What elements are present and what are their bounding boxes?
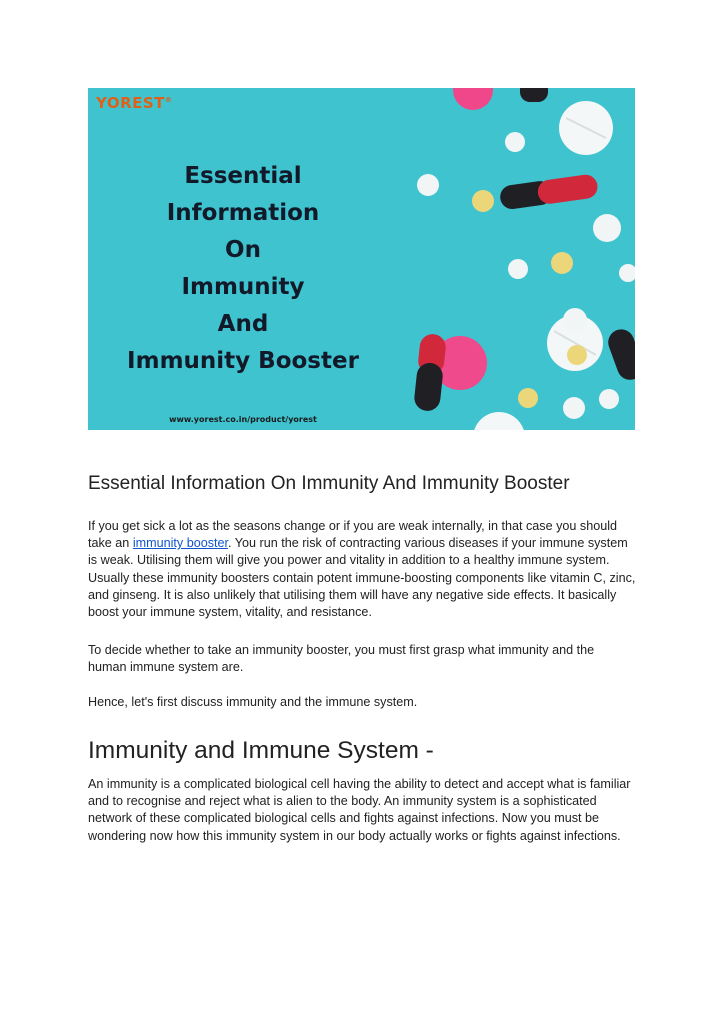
paragraph-discuss: Hence, let's first discuss immunity and the immune system. <box>88 695 418 709</box>
banner-title <box>108 158 378 380</box>
brand-registered-mark: ® <box>164 96 173 104</box>
banner-title-line: Essential <box>184 163 302 189</box>
hero-banner-image <box>88 88 635 430</box>
brand-logo <box>96 94 172 112</box>
banner-title-line: Information <box>166 200 320 226</box>
article-title: Essential Information On Immunity And Immunity Booster <box>88 473 570 494</box>
banner-url: www.yorest.co.in/product/yorest <box>169 415 317 424</box>
banner-title-line: Immunity Booster <box>127 348 359 374</box>
brand-logo-text: YOREST <box>96 94 165 112</box>
intro-text-end: . You run the risk of contracting various diseases if your immune system is weak. Utilising them will give you power and vitality in addition to a healthy immune system. Usually these immunity boosters contain potent immune-boosting components like vitamin C, zinc, and ginseng. It is also unlikely that utilising them will have any negative side effects. It basically boost your immune system, vitality, and resistance. <box>88 536 636 620</box>
section-heading: Immunity and Immune System - <box>88 737 434 764</box>
banner-title-line: And <box>217 311 269 337</box>
banner-title-line: Immunity <box>181 274 305 300</box>
intro-paragraph <box>88 518 636 621</box>
intro-text-start: If you get sick a lot as the seasons change or if you are weak internally, in that case you should take an <box>88 519 618 551</box>
paragraph-immunity: An immunity is a complicated biological cell having the ability to detect and accept what is familiar and to recognise and reject what is alien to the body. An immunity system is a sophisticated network of these complicated biological cells and fights against infections. Now you must be wondering now how this immunity system in our body actually works or fights against infections. <box>88 777 631 843</box>
paragraph-decide: To decide whether to take an immunity booster, you must first grasp what immunity and the human immune system are. <box>88 643 595 675</box>
immunity-booster-link[interactable]: immunity booster <box>132 536 229 551</box>
banner-title-line: On <box>225 237 261 263</box>
